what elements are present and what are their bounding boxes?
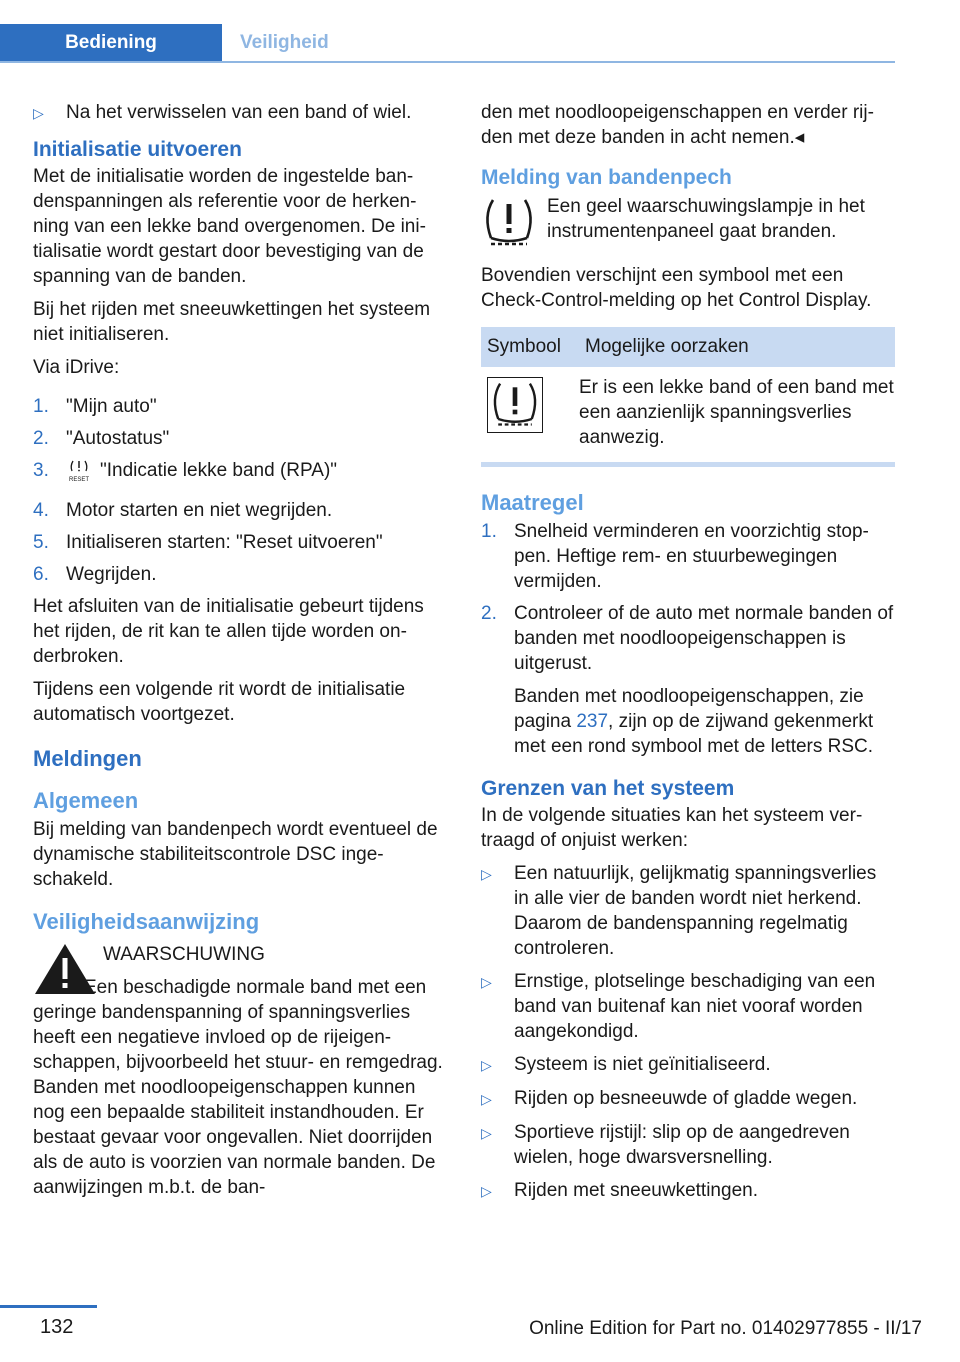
tab-veiligheid[interactable]: Veiligheid [240, 32, 329, 53]
list-item: 1. Snelheid verminderen en voorzichtig stoppen. Heftige rem- en stuurbewegingen vermijden. [481, 521, 869, 592]
list-item: 2. "Autostatus" [33, 428, 170, 449]
list-item: ▷ Sportieve rijstijl: slip op de aangedreven wielen, hoge dwarsversnelling. [481, 1122, 850, 1168]
tire-pressure-warning-icon [487, 377, 543, 433]
paragraph: Met de initialisatie worden de ingestelde bandenspanningen als referentie voor de herkenning van een lekke band overgenomen. De initialisatie wordt gestart door bevestiging van de spanning van de banden. [33, 166, 426, 287]
warning-title: WAARSCHUWING [103, 944, 265, 965]
triangle-right-icon: ▷ [481, 866, 492, 882]
footer-edition: Online Edition for Part no. 01402977855 - II/17 [529, 1318, 922, 1339]
header-rule [0, 61, 895, 63]
heading-maatregel: Maatregel [481, 490, 584, 515]
list-item: 6. Wegrijden. [33, 564, 157, 585]
paragraph: Bij het rijden met sneeuwkettingen het systeem niet initialiseren. [33, 299, 431, 345]
tpms-notice [481, 194, 895, 257]
page-number-rule [0, 1305, 97, 1308]
paragraph: Tijdens een volgende rit wordt de initialisatie automatisch voortgezet. [33, 679, 406, 725]
paragraph: Via iDrive: [33, 357, 120, 378]
paragraph: Een geel waarschuwingslampje in het instrumentenpaneel gaat branden. [547, 196, 865, 242]
paragraph: Bij melding van bandenpech wordt eventueel de dynamische stabiliteitscontrole DSC ingeschakeld. [33, 819, 438, 890]
triangle-right-icon: ▷ [481, 1125, 492, 1141]
table-cell-symbol [481, 367, 579, 458]
list-item: ▷ Rijden op besneeuwde of gladde wegen. [481, 1086, 895, 1112]
paragraph: Het afsluiten van de initialisatie gebeurt tijdens het rijden, de rit kan te allen tijde worden onderbroken. [33, 596, 424, 667]
symbol-table [481, 327, 895, 458]
warning-text: Een beschadigde normale band met een geringe bandenspanning of spanningsverlies heeft een negatieve invloed op de rijeigenschappen, bijvoorbeeld het stuur- en remgedrag. Banden met noodloopeigenschappen kunnen nog een bepaalde stabiliteit instandhouden. Er bestaat gevaar voor ongevallen. Niet doorrijden als de auto is voorzien van normale banden. De aanwijzingen m.b.t. de ban- [33, 977, 443, 1198]
tab-bediening[interactable]: Bediening [0, 24, 222, 61]
paragraph: den met noodloopeigenschappen en verder rijden met deze banden in acht nemen.◂ [481, 102, 874, 148]
table-header-oorzaken: Mogelijke oorzaken [579, 327, 895, 367]
list-item: 1. "Mijn auto" [33, 396, 157, 417]
table-header-symbool: Symbool [481, 327, 579, 367]
triangle-right-icon: ▷ [481, 1057, 492, 1073]
triangle-right-icon: ▷ [33, 105, 44, 121]
heading-grenzen: Grenzen van het systeem [481, 777, 735, 800]
list-item: ▷ Rijden met sneeuwkettingen. [481, 1178, 895, 1204]
heading-algemeen: Algemeen [33, 788, 139, 813]
list-item: ▷ Systeem is niet geïnitialiseerd. [481, 1052, 895, 1078]
heading-melding-bandenpech: Melding van bandenpech [481, 166, 732, 189]
right-column [481, 100, 895, 1212]
page-link[interactable]: 237 [576, 711, 609, 732]
heading-veiligheidsaanwijzing: Veiligheidsaanwijzing [33, 909, 260, 934]
tire-pressure-warning-icon [481, 194, 547, 257]
table-bottom-rule [481, 462, 895, 467]
list-item: 5. Initialiseren starten: "Reset uitvoeren" [33, 532, 383, 553]
tire-reset-icon [66, 458, 100, 491]
heading-meldingen: Meldingen [33, 746, 142, 771]
list-item: 4. Motor starten en niet wegrijden. [33, 500, 333, 521]
paragraph: Bovendien verschijnt een symbool met een Check-Control-melding op het Control Display. [481, 265, 872, 311]
list-item: ▷ Ernstige, plotselinge beschadiging van een band van buitenaf kan niet vooraf worden aangekondigd. [481, 971, 876, 1042]
list-item: 2. Controleer of de auto met normale banden of banden met noodloopeigenschappen is uitgerust. Banden met noodloopeigenschappen, zie pagina 237, zijn op de zijwand gekenmerkt met een rond symbool met de letters RSC. [481, 603, 894, 757]
paragraph: In de volgende situaties kan het systeem vertraagd of onjuist werken: [481, 805, 863, 851]
list-item: ▷ Na het verwisselen van een band of wiel. [33, 100, 445, 126]
left-column [33, 100, 445, 1208]
table-row [481, 367, 895, 458]
heading-initialisatie: Initialisatie uitvoeren [33, 138, 242, 161]
table-header-row [481, 327, 895, 367]
svg-text:RESET: RESET [68, 477, 90, 483]
triangle-right-icon: ▷ [481, 1183, 492, 1199]
header-tabs [0, 24, 345, 61]
page-number: 132 [40, 1316, 74, 1338]
triangle-right-icon: ▷ [481, 1091, 492, 1107]
triangle-right-icon: ▷ [481, 974, 492, 990]
list-item: 3. RESET "Indicatie lekke band (RPA)" [33, 458, 445, 491]
table-cell-cause: Er is een lekke band of een band met een aanzienlijk spanningsverlies aanwezig. [579, 377, 894, 448]
list-item: ▷ Een natuurlijk, gelijkmatig spanningsverlies in alle vier de banden wordt niet herkend. Daarom de bandenspanning regelmatig controleren. [481, 863, 877, 959]
